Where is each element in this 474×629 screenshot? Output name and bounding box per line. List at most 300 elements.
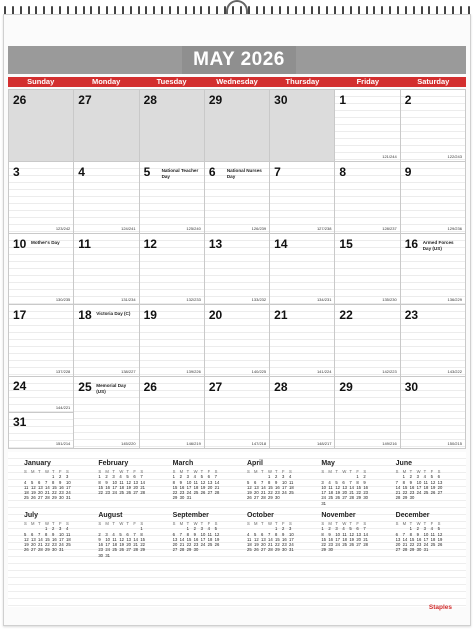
day-cell [401, 377, 466, 449]
mini-day: 10 [59, 531, 64, 537]
mini-day: 29 [45, 547, 50, 553]
mini-weekday: T [335, 469, 338, 474]
mini-weekday: S [247, 521, 250, 526]
mini-month-grid [173, 469, 241, 501]
mini-day: 31 [105, 552, 110, 558]
mini-weekday: T [275, 521, 278, 526]
mini-day: 6 [172, 531, 175, 537]
mini-weekday: F [59, 521, 62, 526]
mini-day: 23 [98, 547, 103, 553]
mini-day: 9 [416, 531, 419, 537]
mini-day: 20 [395, 542, 401, 548]
day-count: 144/221 [55, 404, 71, 410]
mini-day: 14 [38, 536, 43, 542]
mini-day: 11 [430, 531, 436, 537]
mini-day: 9 [328, 531, 331, 537]
mini-month-grid [247, 469, 315, 501]
mini-day: 14 [349, 484, 354, 490]
mini-weekday: W [416, 521, 421, 526]
mini-weekday: S [363, 469, 367, 474]
mini-day: 1 [52, 474, 55, 480]
mini-weekday: W [193, 521, 198, 526]
mini-day: 12 [31, 484, 36, 490]
mini-day: 27 [126, 547, 131, 553]
mini-day: 19 [335, 490, 340, 496]
mini-day: 24 [335, 542, 340, 548]
mini-day: 27 [207, 490, 213, 496]
mini-day: 3 [282, 474, 285, 480]
mini-day: 9 [52, 531, 55, 537]
mini-calendar-july [24, 512, 92, 560]
mini-day: 7 [363, 526, 366, 532]
mini-weekday: W [119, 469, 124, 474]
mini-day: 16 [179, 484, 185, 490]
mini-day: 20 [172, 542, 178, 548]
mini-day: 19 [349, 536, 354, 542]
mini-month-grid [24, 469, 92, 501]
mini-weekday: F [430, 469, 434, 474]
day-count: 124/241 [121, 225, 136, 231]
mini-weekday: T [200, 469, 204, 474]
mini-weekday: M [328, 521, 332, 526]
mini-day: 20 [261, 542, 266, 548]
mini-day: 26 [349, 542, 354, 548]
weekday-friday: Friday [356, 77, 380, 86]
mini-day: 11 [66, 531, 71, 537]
mini-weekday: T [126, 521, 129, 526]
mini-day: 15 [186, 536, 192, 542]
mini-day: 3 [321, 479, 324, 485]
mini-day: 10 [200, 531, 206, 537]
mini-weekday: T [126, 469, 129, 474]
split-day-cell [9, 377, 73, 412]
mini-day: 30 [328, 547, 333, 553]
day-count: 134/231 [316, 297, 332, 303]
day-count: 126/239 [251, 225, 267, 231]
mini-weekday: T [38, 469, 41, 474]
day-number: 2 [404, 93, 412, 107]
mini-day: 10 [105, 536, 110, 542]
weekday-monday: Monday [91, 77, 121, 86]
day-count: 141/224 [316, 369, 332, 375]
mini-day: 19 [214, 536, 220, 542]
mini-day: 23 [409, 490, 415, 496]
mini-weekday: F [133, 521, 136, 526]
mini-day: 5 [335, 479, 338, 485]
mini-day: 16 [282, 536, 287, 542]
mini-day: 2 [282, 526, 285, 532]
mini-day: 14 [402, 536, 408, 542]
day-cell [9, 162, 74, 234]
mini-weekday: T [186, 521, 190, 526]
brand-logo: Staples [428, 604, 452, 611]
day-cell [335, 234, 400, 306]
mini-day: 30 [363, 495, 368, 501]
day-cell [335, 377, 400, 449]
mini-day: 2 [98, 531, 101, 537]
mini-day: 11 [247, 536, 252, 542]
mini-day: 25 [423, 490, 429, 496]
mini-day: 2 [409, 474, 412, 480]
mini-day: 21 [268, 542, 273, 548]
mini-day: 11 [342, 531, 347, 537]
mini-weekday: S [98, 469, 102, 474]
mini-day: 23 [105, 490, 110, 496]
mini-day: 6 [342, 479, 345, 485]
mini-day: 4 [112, 531, 115, 537]
day-number: 17 [13, 308, 27, 323]
mini-calendars [24, 460, 464, 560]
mini-day: 28 [363, 542, 368, 548]
mini-day: 29 [402, 495, 408, 501]
mini-day: 5 [200, 474, 203, 480]
day-cell [74, 162, 139, 234]
mini-day: 2 [105, 474, 108, 480]
day-count: 143/222 [447, 369, 462, 375]
mini-weekday: F [356, 521, 359, 526]
mini-weekday: T [423, 469, 427, 474]
mini-day: 24 [321, 495, 326, 501]
mini-calendar-january [24, 460, 92, 508]
mini-day: 20 [31, 542, 36, 548]
day-number: 8 [339, 164, 347, 179]
mini-day: 31 [66, 495, 71, 501]
mini-day: 10 [112, 479, 117, 485]
mini-day: 26 [254, 547, 259, 553]
day-number: 29 [339, 380, 353, 395]
mini-day: 31 [59, 547, 64, 553]
mini-day: 3 [416, 474, 419, 480]
mini-day: 7 [133, 531, 136, 537]
mini-day: 16 [409, 484, 415, 490]
mini-day: 3 [59, 526, 62, 532]
mini-day: 31 [186, 495, 192, 501]
mini-day: 1 [268, 474, 271, 480]
mini-weekday: S [140, 469, 144, 474]
mini-day: 3 [335, 526, 338, 532]
mini-month-title: February [98, 460, 129, 467]
mini-day: 6 [207, 474, 210, 480]
mini-day: 2 [416, 526, 419, 532]
day-count: 123/242 [55, 225, 71, 231]
mini-day: 14 [363, 531, 368, 537]
day-count: 127/238 [316, 225, 332, 231]
weekday-header [8, 77, 466, 87]
mini-day: 14 [133, 536, 138, 542]
mini-day: 6 [133, 474, 136, 480]
mini-month-title: May [321, 460, 335, 467]
mini-month-grid [396, 521, 464, 553]
day-count: 131/234 [121, 297, 136, 303]
mini-day: 19 [247, 490, 252, 496]
mini-month-title: September [172, 512, 209, 519]
holiday-label: Victoria Day (C) [96, 311, 131, 317]
mini-day: 4 [193, 474, 196, 480]
mini-day: 9 [193, 531, 196, 537]
mini-day: 26 [430, 490, 436, 496]
mini-calendar-december [396, 512, 464, 560]
mini-day: 18 [328, 490, 333, 496]
mini-day: 25 [328, 495, 333, 501]
mini-day: 15 [45, 536, 50, 542]
mini-day: 21 [395, 490, 401, 496]
mini-day: 27 [31, 547, 36, 553]
mini-day: 4 [247, 531, 250, 537]
mini-day: 31 [321, 500, 326, 506]
mini-day: 8 [275, 531, 278, 537]
mini-day: 5 [119, 531, 122, 537]
mini-day: 12 [214, 531, 220, 537]
day-cell [74, 305, 139, 377]
mini-day: 20 [356, 536, 361, 542]
mini-weekday: M [179, 521, 184, 526]
day-count: 146/219 [186, 441, 201, 446]
mini-day: 4 [289, 474, 292, 480]
mini-day: 22 [402, 490, 408, 496]
mini-day: 24 [105, 547, 110, 553]
weekday-wednesday: Wednesday [216, 77, 258, 86]
mini-day: 1 [275, 526, 278, 532]
mini-day: 27 [133, 490, 138, 496]
mini-month-grid [321, 521, 389, 553]
day-count: 151/214 [55, 441, 71, 446]
mini-day: 28 [140, 490, 145, 496]
mini-day: 29 [140, 547, 145, 553]
mini-day: 7 [214, 474, 217, 480]
mini-day: 7 [349, 479, 352, 485]
mini-day: 17 [282, 484, 287, 490]
mini-day: 28 [402, 547, 408, 553]
mini-day: 29 [409, 547, 415, 553]
mini-day: 28 [261, 495, 266, 501]
weekday-saturday: Saturday [417, 77, 450, 86]
mini-day: 31 [289, 547, 294, 553]
day-number: 27 [78, 93, 92, 107]
mini-day: 28 [179, 547, 185, 553]
mini-day: 7 [261, 479, 264, 485]
mini-day: 2 [275, 474, 278, 480]
mini-day: 2 [52, 526, 55, 532]
day-cell [140, 90, 205, 162]
mini-day: 22 [321, 542, 326, 548]
mini-day: 6 [437, 474, 440, 480]
mini-day: 23 [275, 490, 280, 496]
mini-day: 20 [38, 490, 43, 496]
day-count: 136/229 [447, 297, 462, 303]
mini-day: 14 [214, 479, 220, 485]
day-cell [401, 305, 466, 377]
mini-day: 16 [105, 484, 110, 490]
mini-weekday: T [349, 469, 352, 474]
day-number: 14 [274, 236, 288, 251]
mini-day: 13 [437, 479, 443, 485]
day-cell [270, 234, 335, 306]
mini-day: 4 [207, 526, 210, 532]
mini-day: 17 [289, 536, 294, 542]
mini-day: 27 [172, 547, 178, 553]
mini-weekday: T [112, 521, 115, 526]
mini-day: 14 [268, 536, 273, 542]
mini-weekday: F [207, 521, 211, 526]
mini-weekday: W [45, 469, 49, 474]
day-count: 122/243 [447, 153, 462, 159]
mini-day: 29 [275, 547, 280, 553]
day-count: 138/227 [121, 369, 136, 375]
mini-day: 30 [193, 547, 199, 553]
mini-day: 19 [430, 484, 436, 490]
mini-weekday: M [31, 469, 35, 474]
mini-day: 4 [423, 474, 426, 480]
mini-day: 2 [59, 474, 62, 480]
mini-weekday: S [289, 521, 292, 526]
mini-day: 17 [105, 542, 110, 548]
mini-day: 6 [126, 531, 129, 537]
mini-day: 10 [186, 479, 192, 485]
mini-day: 15 [321, 536, 326, 542]
mini-weekday: M [105, 521, 109, 526]
mini-day: 13 [126, 536, 131, 542]
mini-weekday: S [395, 469, 399, 474]
mini-day: 24 [423, 542, 429, 548]
day-count: 135/230 [382, 297, 397, 303]
mini-day: 15 [52, 484, 57, 490]
mini-day: 12 [335, 484, 340, 490]
day-number: 7 [274, 164, 281, 179]
mini-day: 17 [200, 536, 206, 542]
mini-month-title: January [24, 460, 51, 467]
mini-day: 25 [66, 542, 71, 548]
mini-day: 15 [98, 484, 103, 490]
mini-day: 8 [321, 531, 324, 537]
mini-day: 14 [395, 484, 401, 490]
mini-day: 7 [268, 531, 271, 537]
mini-day: 15 [402, 484, 408, 490]
mini-day: 7 [38, 531, 41, 537]
mini-day: 7 [395, 479, 398, 485]
mini-day: 28 [45, 495, 50, 501]
mini-day: 21 [261, 490, 266, 496]
day-cell [9, 305, 74, 377]
day-number: 31 [13, 414, 27, 429]
day-cell [335, 162, 400, 234]
mini-day: 27 [356, 542, 361, 548]
day-number: 26 [143, 380, 157, 395]
day-number: 13 [208, 236, 223, 251]
mini-day: 1 [98, 474, 101, 480]
mini-day: 26 [247, 495, 252, 501]
day-cell [205, 377, 270, 449]
mini-weekday: F [282, 469, 285, 474]
mini-day: 9 [282, 531, 285, 537]
mini-day: 25 [193, 490, 199, 496]
mini-day: 25 [112, 547, 117, 553]
mini-day: 25 [289, 490, 294, 496]
mini-day: 28 [349, 495, 354, 501]
day-number: 29 [208, 93, 223, 107]
mini-day: 29 [356, 495, 361, 501]
holiday-label: Memorial Day (US) [96, 383, 127, 395]
mini-day: 30 [179, 495, 185, 501]
mini-day: 4 [66, 526, 69, 532]
day-number: 6 [208, 164, 216, 179]
mini-day: 16 [328, 536, 333, 542]
mini-day: 13 [133, 479, 138, 485]
day-number: 23 [404, 308, 419, 323]
mini-weekday: S [247, 469, 250, 474]
mini-day: 23 [59, 490, 64, 496]
mini-day: 24 [289, 542, 294, 548]
mini-day: 30 [59, 495, 64, 501]
day-cell [270, 90, 335, 162]
day-count: 132/233 [186, 297, 201, 303]
day-cell [9, 234, 74, 306]
mini-calendar-may [321, 460, 389, 508]
mini-day: 1 [140, 526, 143, 532]
mini-day: 18 [119, 484, 124, 490]
mini-day: 22 [45, 542, 50, 548]
mini-day: 20 [342, 490, 347, 496]
mini-day: 3 [105, 531, 108, 537]
mini-day: 17 [416, 484, 422, 490]
mini-day: 26 [437, 542, 443, 548]
mini-day: 30 [275, 495, 280, 501]
month-title: MAY 2026 [182, 46, 296, 74]
mini-day: 15 [268, 484, 273, 490]
mini-day: 22 [172, 490, 178, 496]
day-cell [140, 234, 205, 306]
mini-day: 11 [119, 479, 124, 485]
mini-day: 21 [214, 484, 220, 490]
mini-day: 10 [416, 479, 422, 485]
day-cell [9, 90, 74, 162]
mini-day: 17 [423, 536, 429, 542]
day-number: 24 [13, 379, 27, 394]
mini-day: 19 [24, 542, 29, 548]
mini-day: 8 [186, 531, 189, 537]
mini-day: 4 [119, 474, 122, 480]
mini-day: 10 [335, 531, 340, 537]
mini-weekday: S [321, 521, 325, 526]
mini-day: 3 [66, 474, 69, 480]
mini-day: 26 [24, 547, 29, 553]
mini-day: 5 [349, 526, 352, 532]
weekday-sunday: Sunday [27, 77, 55, 86]
mini-calendar-april [247, 460, 315, 508]
mini-day: 19 [437, 536, 443, 542]
mini-day: 19 [200, 484, 206, 490]
mini-day: 16 [275, 484, 280, 490]
mini-day: 27 [38, 495, 43, 501]
mini-day: 16 [59, 484, 64, 490]
mini-weekday: M [328, 469, 332, 474]
mini-calendar-june [396, 460, 464, 508]
day-cell [205, 305, 270, 377]
mini-day: 15 [140, 536, 145, 542]
mini-day: 6 [261, 531, 264, 537]
mini-day: 13 [261, 536, 266, 542]
day-number: 1 [339, 93, 347, 107]
mini-day: 17 [186, 484, 192, 490]
mini-weekday: T [186, 469, 190, 474]
mini-day: 5 [247, 479, 250, 485]
mini-day: 23 [52, 542, 57, 548]
mini-day: 10 [289, 531, 294, 537]
mini-day: 10 [423, 531, 429, 537]
mini-day: 21 [140, 484, 145, 490]
mini-weekday: F [282, 521, 285, 526]
mini-day: 27 [261, 547, 266, 553]
day-number: 25 [78, 380, 92, 395]
